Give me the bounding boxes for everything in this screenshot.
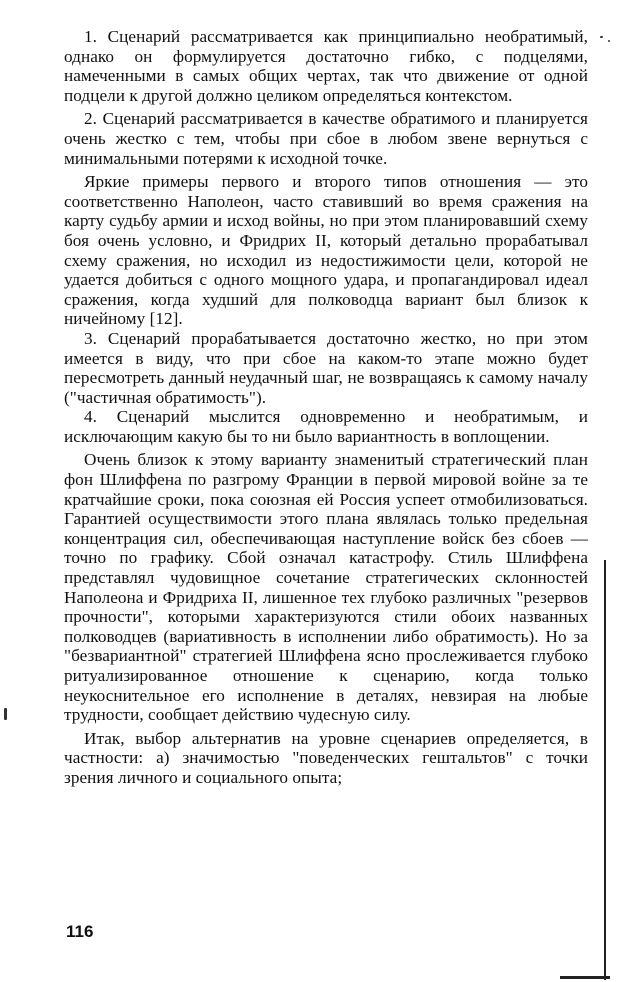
body-text xyxy=(64,27,588,788)
page-number: 116 xyxy=(66,922,94,941)
paragraph-scenario-3: 3. Сценарий прорабатывается достаточно жестко, но при этом имеется в виду, что при сбое на каком-то этапе можно будет пересмотреть данный неудачный шаг, не возвращаясь к самому началу ("частичная обратимость"). xyxy=(64,328,588,407)
scan-speck xyxy=(608,40,610,42)
paragraph-scenario-2: 2. Сценарий рассматривается в качестве обратимого и планируется очень жестко с тем, чтобы при сбое в любом звене вернуться с минимальными потерями к исходной точке. xyxy=(64,109,588,168)
scan-edge-line xyxy=(604,560,606,980)
scan-speck xyxy=(4,708,7,720)
paragraph-examples: Яркие примеры первого и второго типов отношения — это соответственно Наполеон, часто ставивший во время сражения на карту судьбу армии и исход войны, но при этом планировавший схему боя очень условно, и Фридрих II, который детально прорабатывал схему сражения, но исходил из недостижимости цели, которой не удается добиться с одного мощного удара, и пропагандировал идеал сражения, когда худший для полководца вариант был близок к ничейному [12]. xyxy=(64,172,588,329)
paragraph-scenario-1: 1. Сценарий рассматривается как принципиально необратимый, однако он формулируется достаточно гибко, с подцелями, намеченными в самых общих чертах, так что движение от одной подцели к другой должно целиком определяться контекстом. xyxy=(64,27,588,105)
paragraph-scenario-4: 4. Сценарий мыслится одновременно и необратимым, и исключающим какую бы то ни было вариантность в воплощении. xyxy=(64,407,588,446)
paragraph-schlieffen: Очень близок к этому варианту знаменитый стратегический план фон Шлиффена по разгрому Франции в первой мировой войне за те кратчайшие сроки, пока союзная ей Россия успеет отмобилизоваться. Гарантией осуществимости этого плана являлась только предельная концентрация сил, обеспечивающая наступление войск без сбоев — точно по графику. Сбой означал катастрофу. Стиль Шлиффена представлял чудовищное сочетание стратегических склонностей Наполеона и Фридриха II, лишенное тех глубоко различных "резервов прочности", которыми характеризуются стили обоих названных полководцев (вариативность в исполнении либо обратимость). Но за "безвариантной" стратегией Шлиффена ясно прослеживается глубоко ритуализированное отношение к сценарию, когда только неукоснительное его исполнение в деталях, невзирая на любые трудности, сообщает действию чудесную силу. xyxy=(64,450,588,725)
scan-speck xyxy=(600,36,603,38)
scan-edge-corner xyxy=(560,976,610,979)
paragraph-conclusion: Итак, выбор альтернатив на уровне сценариев определяется, в частности: а) значимостью "поведенческих гештальтов" с точки зрения личного и социального опыта; xyxy=(64,728,588,787)
